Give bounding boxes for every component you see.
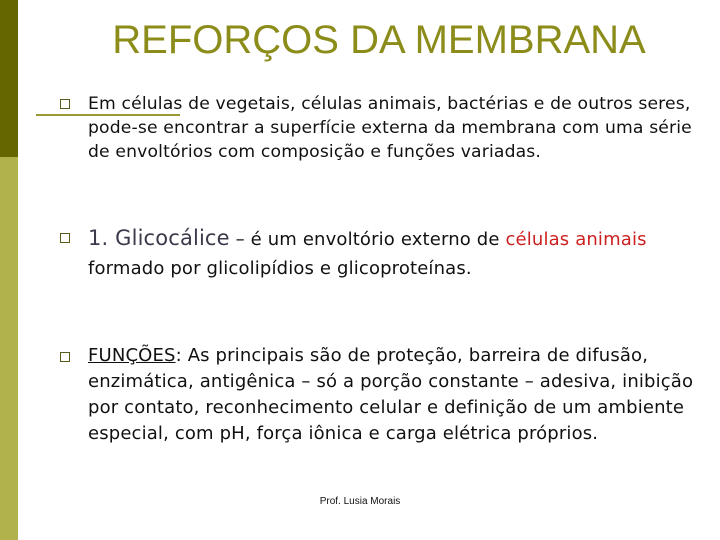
glicocalice-heading: 1. Glicocálice — [88, 226, 230, 250]
sidebar-light-band — [0, 157, 18, 540]
glicocalice-text-a: é um envoltório externo de — [250, 229, 506, 250]
bullet-1-text: Em células de vegetais, células animais, bactérias e de outros seres, pode-se encontrar a superfície externa da membrana com uma série de envoltórios com composição e funções variadas. — [88, 94, 692, 162]
functions-separator: : — [175, 345, 188, 366]
author-footer: Prof. Lusia Morais — [319, 496, 401, 507]
bullet-2-text — [88, 224, 712, 283]
bullet-square-icon — [60, 352, 70, 362]
bullet-3-text — [88, 343, 712, 447]
slide-title: REFORÇOS DA MEMBRANA — [112, 18, 646, 62]
highlight-animals: animais — [575, 229, 647, 250]
bullet-square-icon — [60, 99, 70, 109]
functions-text: As principais são de proteção, barreira de difusão, enzimática, antigênica – só a porção constante – adesiva, inibição por contato, reconhecimento celular e definição de um ambiente especial, com pH, força iônica e carga elétrica próprios. — [88, 345, 694, 444]
glicocalice-text-b: formado por glicolipídios e glicoproteínas. — [88, 258, 472, 279]
functions-heading: FUNÇÕES — [88, 345, 176, 366]
bullet-square-icon — [60, 233, 70, 243]
glicocalice-separator: – — [229, 229, 251, 250]
highlight-cells: células — [505, 229, 570, 250]
